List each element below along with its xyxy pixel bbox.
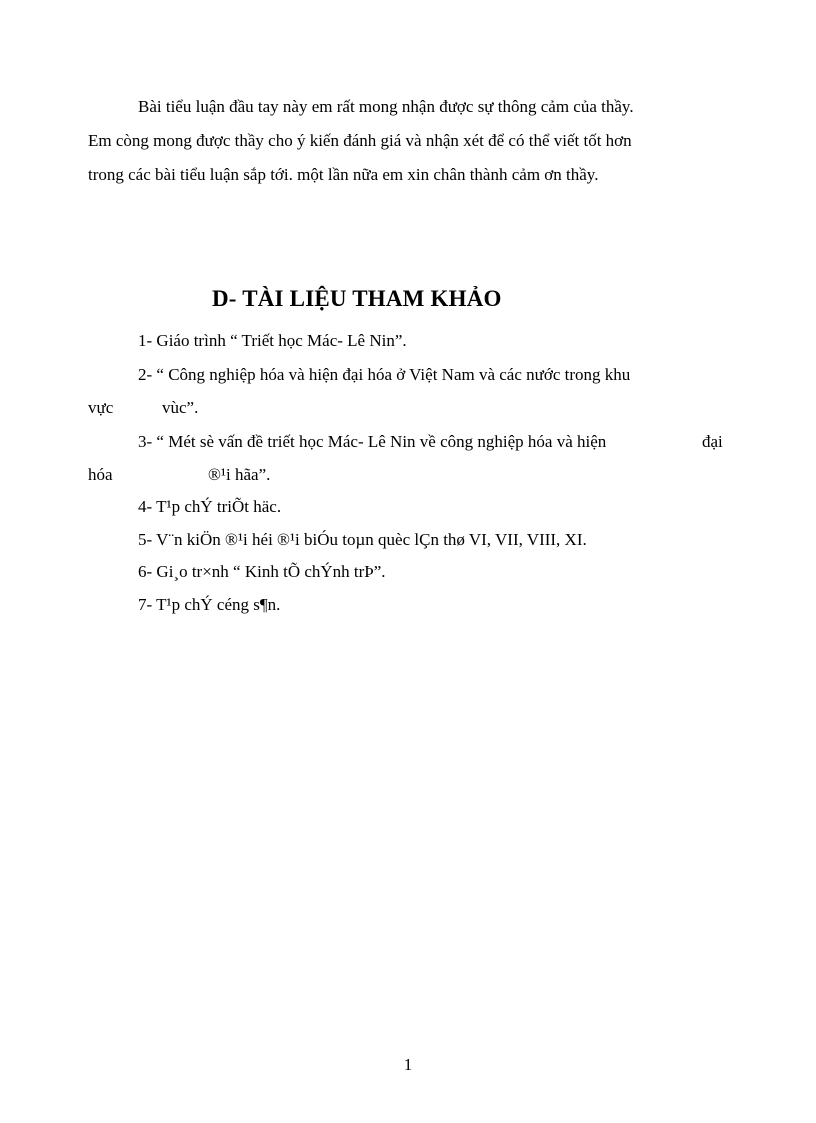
reference-item-6: 6- Gi¸o tr×nh “ Kinh tÕ chÝnh trÞ”.: [138, 562, 386, 581]
page-number: 1: [403, 1055, 413, 1074]
reference-item-3-wrap-b: ®¹i hãa”.: [208, 465, 271, 484]
reference-item-3-end: đại: [702, 432, 723, 451]
reference-item-3-wrap-a: hóa: [88, 465, 113, 484]
reference-item-1: 1- Giáo trình “ Triết học Mác- Lê Nin”.: [138, 331, 407, 350]
paragraph-line-3: trong các bài tiểu luận sắp tới. một lần nữa em xin chân thành cảm ơn thầy.: [88, 165, 599, 184]
reference-item-7: 7- T¹p chÝ céng s¶n.: [138, 595, 281, 614]
reference-item-2-wrap-b: vùc”.: [162, 398, 199, 417]
closing-paragraph: [88, 90, 726, 192]
references-heading: D- TÀI LIỆU THAM KHẢO: [212, 286, 502, 311]
reference-item-3: 3- “ Mét sè vấn đề triết học Mác- Lê Nin về công nghiệp hóa và hiện: [138, 432, 607, 451]
reference-item-5: 5- V¨n kiÖn ®¹i héi ®¹i biÓu toµn quèc lÇn thø VI, VII, VIII, XI.: [138, 530, 587, 549]
reference-item-2: 2- “ Công nghiệp hóa và hiện đại hóa ở Việt Nam và các nước trong khu: [138, 365, 631, 384]
reference-item-2-wrap-a: vực: [88, 398, 114, 417]
paragraph-line-2: Em còng mong được thầy cho ý kiến đánh giá và nhận xét để có thể viết tốt hơn: [88, 131, 632, 150]
paragraph-line-1: Bài tiểu luận đầu tay này em rất mong nhận được sự thông cảm của thầy.: [138, 97, 634, 116]
reference-item-4: 4- T¹p chÝ triÕt häc.: [138, 497, 282, 516]
